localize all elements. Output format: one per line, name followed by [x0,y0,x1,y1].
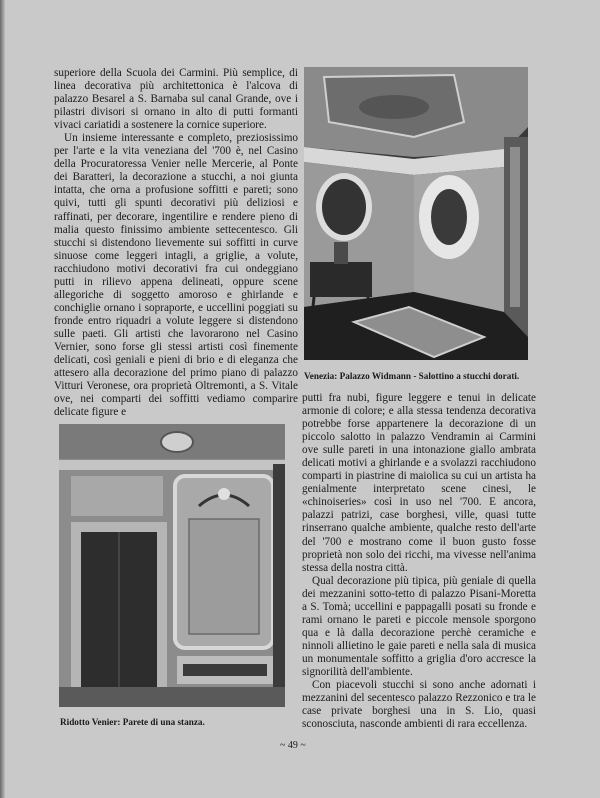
photo-salottino-illustration [304,67,528,360]
paragraph: putti fra nubi, figure leggere e tenui in delicate armonie di colore; e alla stessa tendenza decorativa potrebbe forse appartenere la decorazione di un piccolo salotto in palazzo Vendramin ai Carmini ove sulle pareti in una intonazione giallo ambrata delicati motivi a ghirlande e a svolazzi racchiudono comparti in piastrine di maiolica su cui un artista ha genialmente interpretato scene cinesi, le «chinoiseries» così in uso nel '700. E ancora, palazzi patrizi, case borghesi, ville, quasi tutte rinserrano qualche ambiente, qualche resto dell'arte del '700 e mostrano come il buon gusto fosse proprietà non solo dei ricchi, ma vivesse nell'anima stessa della nostra città. [302,392,536,574]
page-number: ~ 49 ~ [280,740,306,751]
paragraph: Qual decorazione più tipica, più geniale di quella dei mezzanini sotto-tetto di palazzo Pisani-Moretta a S. Tomà; uccellini e pappagalli posati su fronde e rami ornano le pareti e piccole mensole sporgono qua e là dalla decorazione perchè ceramiche e ninnoli allietino le gaie pareti e nella sala di musica un monumentale soffitto a griglia d'oro accresce la signorilità dell'ambiente. [302,574,536,678]
caption-ridotto-venier: Ridotto Venier: Parete di una stanza. [60,717,205,727]
photo-palazzo-widmann [304,67,528,360]
text-column-left [54,67,298,419]
paragraph: Un insieme interessante e completo, preziosissimo per l'arte e la vita veneziana del '700 è, nel Casino della Procuratoressa Venier nelle Mercerie, al Ponte dei Baratteri, la decorazione a stucchi, a noi giunta intatta, che orna a profusione soffitti e pareti; sono quivi, tutti gli spunti decorativi più deliziosi e raffinati, per decorare, ingentilire e rendere pieno di malia questo finissimo ambiente settecentesco. Gli stucchi si distendono lievemente sui soffitti in curve sinuose come leggeri intagli, a griglie, a volute, racchiudono motivi decorativi fra cui ondeggiano putti in rilievo appena delineati, oppure scene allegoriche di soggetto amoroso e ghirlande e conchiglie ornano i sopraporte, e uccellini poggiati su fronde entro riquadri a volute leggere si distendono sulle paeti. Gli artisti che lavorarono nel Casino Vernier, sono forse gli stessi artisti così finemente delicati, così geniali e pieni di brio e di eleganza che attesero alla decorazione del primo piano di palazzo Vitturi Veronese, ora proprietà Oltremonti, a S. Vitale ove, nei comparti dei soffitti vediamo comparire delicate figure e [54,132,298,419]
paragraph: Con piacevoli stucchi si sono anche adornati i mezzanini del secentesco palazzo Rezzonico e tra le case private borghesi una in S. Lio, quasi sconosciuta, nasconde ambienti di rara eccellenza. [302,679,536,731]
paragraph: superiore della Scuola dei Carmini. Più semplice, di linea decorativa più architettonica è l'alcova di palazzo Besarel a S. Barnaba sul canal Grande, ove i pilastri divisori si ornano in alto di putti formanti vivaci cariatidi a sostenere la cornice superiore. [54,67,298,132]
caption-palazzo-widmann: Venezia: Palazzo Widmann - Salottino a stucchi dorati. [304,371,520,381]
text-column-right [302,392,536,731]
photo-parete-illustration [59,424,285,707]
page-edge-shadow [0,0,5,798]
photo-ridotto-venier [59,424,285,707]
